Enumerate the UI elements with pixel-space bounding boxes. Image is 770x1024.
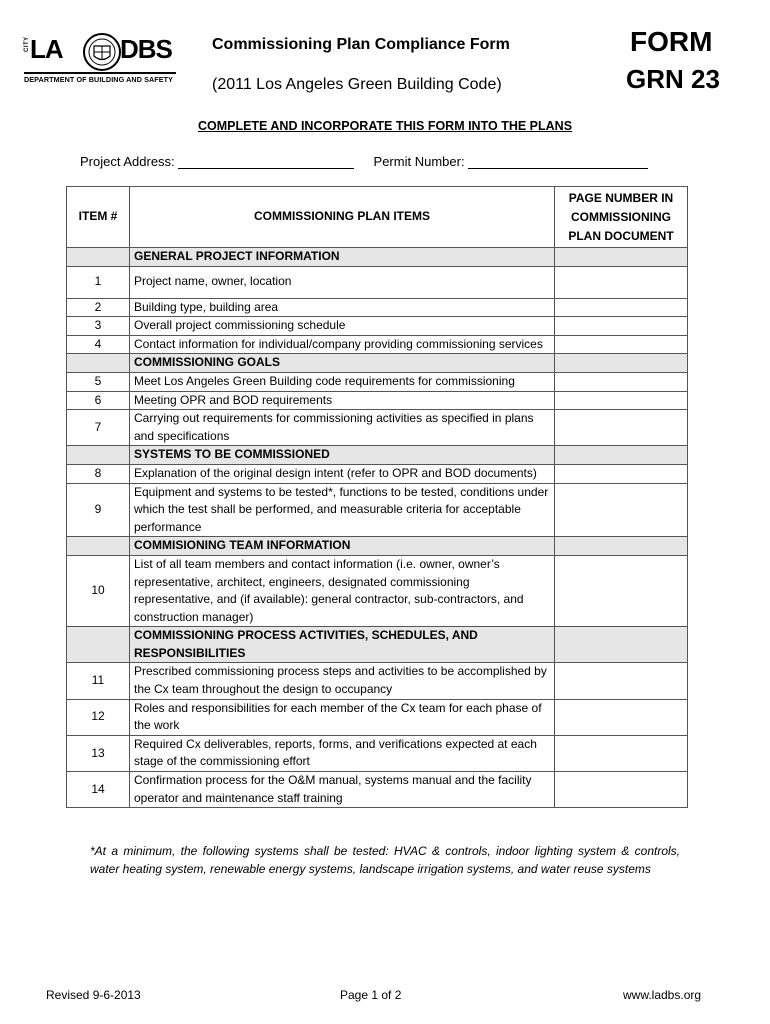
col-page-header: PAGE NUMBER IN COMMISSIONING PLAN DOCUMENT [555,187,688,248]
section-num-cell [67,248,130,267]
section-page-cell [555,248,688,267]
page-number-input-cell[interactable] [555,410,688,446]
col-item-header: ITEM # [67,187,130,248]
item-description: Confirmation process for the O&M manual, systems manual and the facility operator and maintenance staff training [130,772,555,808]
page-number-input-cell[interactable] [555,298,688,317]
section-title: COMMISSIONING GOALS [130,354,555,373]
section-title: GENERAL PROJECT INFORMATION [130,248,555,267]
page-number-input-cell[interactable] [555,663,688,699]
item-description: Contact information for individual/company providing commissioning services [130,335,555,354]
item-number: 10 [67,555,130,626]
section-title: COMMISIONING TEAM INFORMATION [130,537,555,556]
table-row [67,735,688,771]
instruction-heading: COMPLETE AND INCORPORATE THIS FORM INTO THE PLANS [197,119,573,133]
item-number: 14 [67,772,130,808]
section-row [67,537,688,556]
project-fields-row [80,154,648,169]
item-description: Meet Los Angeles Green Building code requirements for commissioning [130,372,555,391]
form-label: FORM [630,26,713,57]
table-row [67,391,688,410]
permit-number-field[interactable] [468,154,648,169]
col-items-header: COMMISSIONING PLAN ITEMS [130,187,555,248]
table-row [67,772,688,808]
item-description: Carrying out requirements for commissioning activities as specified in plans and specifications [130,410,555,446]
city-seal-icon [82,32,122,72]
page-number-input-cell[interactable] [555,266,688,298]
table-row [67,266,688,298]
section-num-cell [67,627,130,663]
form-title: Commissioning Plan Compliance Form [212,36,510,53]
item-description: Prescribed commissioning process steps and activities to be accomplished by the Cx team throughout the design to occupancy [130,663,555,699]
item-description: Roles and responsibilities for each member of the Cx team for each phase of the work [130,699,555,735]
table-row [67,317,688,336]
item-description: Meeting OPR and BOD requirements [130,391,555,410]
page-number-input-cell[interactable] [555,464,688,483]
section-row [67,627,688,663]
table-row [67,410,688,446]
page-number: Page 1 of 2 [340,988,402,1002]
section-num-cell [67,537,130,556]
table-row [67,335,688,354]
item-description: Building type, building area [130,298,555,317]
table-row [67,699,688,735]
item-number: 3 [67,317,130,336]
commissioning-plan-table [66,186,688,808]
page-number-input-cell[interactable] [555,699,688,735]
item-description: Project name, owner, location [130,266,555,298]
section-title: COMMISSIONING PROCESS ACTIVITIES, SCHEDULES, AND RESPONSIBILITIES [130,627,555,663]
page-number-input-cell[interactable] [555,317,688,336]
form-subtitle: (2011 Los Angeles Green Building Code) [212,76,502,93]
table-row [67,555,688,626]
page-number-input-cell[interactable] [555,555,688,626]
page-number-input-cell[interactable] [555,483,688,537]
section-row [67,248,688,267]
table-row [67,298,688,317]
page-number-input-cell[interactable] [555,772,688,808]
table-row [67,663,688,699]
project-address-label: Project Address: [80,154,175,169]
ladbs-logo [24,32,176,86]
item-number: 8 [67,464,130,483]
logo-city-text: CITY [24,36,30,52]
item-number: 1 [67,266,130,298]
section-row [67,446,688,465]
item-description: Required Cx deliverables, reports, forms, and verifications expected at each stage of the commissioning effort [130,735,555,771]
item-description: List of all team members and contact information (i.e. owner, owner’s representative, architect, engineers, designated commissioning representative, and (if available): general contractor, sub-contractors, and construction manager) [130,555,555,626]
item-description: Overall project commissioning schedule [130,317,555,336]
table-row [67,483,688,537]
section-page-cell [555,537,688,556]
section-page-cell [555,446,688,465]
table-body [67,248,688,808]
project-address-field[interactable] [178,154,354,169]
section-title: SYSTEMS TO BE COMMISSIONED [130,446,555,465]
table-row [67,464,688,483]
section-row [67,354,688,373]
page-number-input-cell[interactable] [555,735,688,771]
revised-date: Revised 9-6-2013 [46,988,141,1002]
page-number-input-cell[interactable] [555,391,688,410]
table-row [67,372,688,391]
item-description: Equipment and systems to be tested*, functions to be tested, conditions under which the test shall be performed, and measurable criteria for acceptable performance [130,483,555,537]
item-number: 13 [67,735,130,771]
item-number: 9 [67,483,130,537]
item-number: 5 [67,372,130,391]
page-number-input-cell[interactable] [555,372,688,391]
logo-department-text: DEPARTMENT OF BUILDING AND SAFETY [24,72,176,84]
item-number: 6 [67,391,130,410]
item-description: Explanation of the original design intent (refer to OPR and BOD documents) [130,464,555,483]
section-num-cell [67,446,130,465]
footnote: *At a minimum, the following systems shall be tested: HVAC & controls, indoor lighting system & controls, water heating system, renewable energy systems, landscape irrigation systems, and water reuse systems [90,844,680,876]
item-number: 12 [67,699,130,735]
item-number: 4 [67,335,130,354]
section-page-cell [555,627,688,663]
form-number: GRN 23 [626,64,720,94]
item-number: 7 [67,410,130,446]
section-num-cell [67,354,130,373]
table-header-row [67,187,688,248]
item-number: 11 [67,663,130,699]
logo-la-text: LA [30,34,63,64]
page-number-input-cell[interactable] [555,335,688,354]
item-number: 2 [67,298,130,317]
permit-number-label: Permit Number: [373,154,465,169]
logo-dbs-text: DBS [120,34,172,64]
website-link[interactable]: www.ladbs.org [623,988,702,1002]
section-page-cell [555,354,688,373]
